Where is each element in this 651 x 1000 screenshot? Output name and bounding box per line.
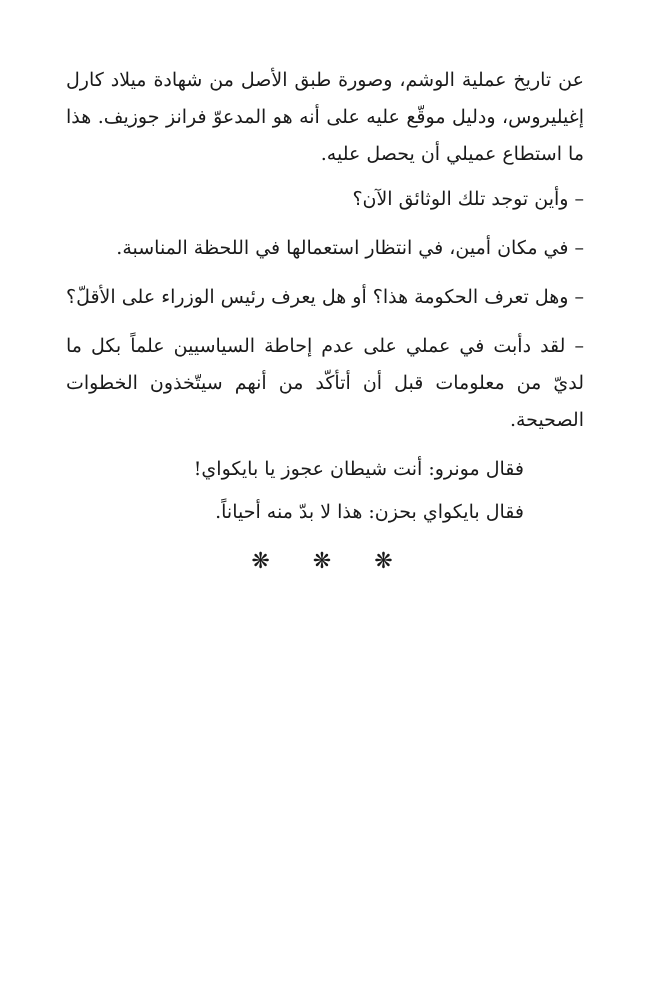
dialogue-politicians: – لقد دأبت في عملي على عدم إحاطة السياسيين علماً بكل ما لديّ من معلومات قبل أن أتأكّد من أنهم سيتّخذون الخطوات الصحيحة. <box>66 335 584 431</box>
dialogue-safe-place: – في مكان أمين، في انتظار استعمالها في اللحظة المناسبة. <box>116 237 584 259</box>
paragraph-documents: عن تاريخ عملية الوشم، وصورة طبق الأصل من شهادة ميلاد كارل إغيليروس، ودليل موقّع عليه على أنه هو المدعوّ فرانز جوزيف. هذا ما استطاع عميلي أن يحصل عليه. <box>66 69 584 165</box>
narration-baikway: فقال بايكواي بحزن: هذا لا بدّ منه أحياناً. <box>215 501 524 523</box>
section-separator: ❋ ❋ ❋ <box>251 549 411 574</box>
dialogue-where-documents: – وأين توجد تلك الوثائق الآن؟ <box>352 188 584 210</box>
dialogue-government-knows: – وهل تعرف الحكومة هذا؟ أو هل يعرف رئيس الوزراء على الأقلّ؟ <box>65 286 584 308</box>
book-page <box>66 62 584 580</box>
narration-monroe: فقال مونرو: أنت شيطان عجوز يا بايكواي! <box>193 458 524 480</box>
